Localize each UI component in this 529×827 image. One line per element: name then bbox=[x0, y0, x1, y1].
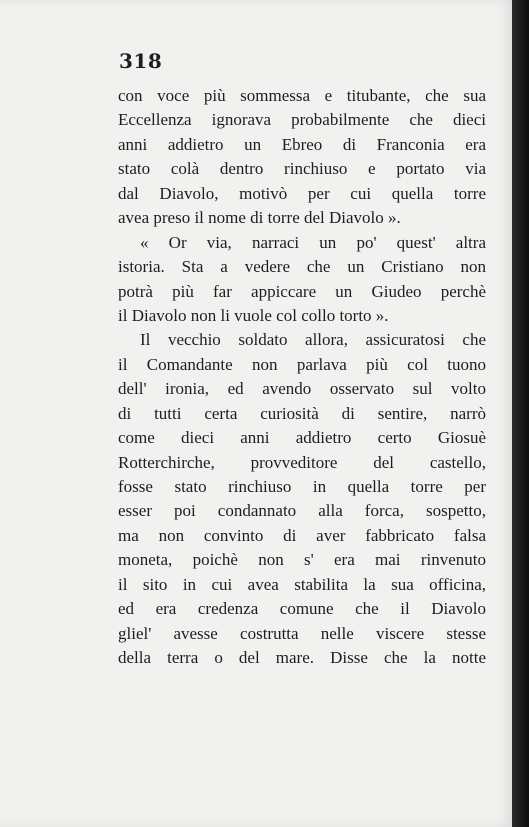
text-line: il Diavolo non li vuole col collo torto ». bbox=[118, 305, 389, 325]
text-line: avea preso il nome di torre del Diavolo ». bbox=[118, 208, 401, 228]
text-line: dal Diavolo, motivò per cui quella torre bbox=[118, 183, 486, 203]
body-text bbox=[118, 84, 486, 671]
text-line: ed era credenza comune che il Diavolo bbox=[118, 599, 486, 619]
text-line: moneta, poichè non s' era mai rinvenuto bbox=[118, 550, 486, 570]
text-line: esser poi condannato alla forca, sospetto, bbox=[118, 501, 486, 521]
text-line: ma non convinto di aver fabbricato falsa bbox=[118, 525, 486, 545]
book-gutter-edge bbox=[512, 0, 529, 827]
text-line: anni addietro un Ebreo di Franconia era bbox=[118, 134, 486, 154]
text-line: con voce più sommessa e titubante, che sua bbox=[118, 86, 486, 105]
text-line: « Or via, narraci un po' quest' altra bbox=[140, 232, 486, 252]
text-line: Eccellenza ignorava probabilmente che dieci bbox=[118, 110, 486, 130]
text-line: stato colà dentro rinchiuso e portato via bbox=[118, 159, 486, 179]
text-line: Il vecchio soldato allora, assicuratosi che bbox=[140, 330, 486, 350]
text-line: della terra o del mare. Disse che la notte bbox=[118, 648, 486, 668]
text-line: di tutti certa curiosità di sentire, narrò bbox=[118, 403, 486, 423]
page-number: 318 bbox=[119, 49, 163, 73]
text-line: come dieci anni addietro certo Giosuè bbox=[118, 428, 486, 448]
text-line: dell' ironia, ed avendo osservato sul volto bbox=[118, 379, 486, 399]
text-line: il Comandante non parlava più col tuono bbox=[118, 354, 486, 374]
text-line: fosse stato rinchiuso in quella torre per bbox=[118, 477, 486, 496]
text-line: Rotterchirche, provveditore del castello, bbox=[118, 452, 486, 472]
text-line: istoria. Sta a vedere che un Cristiano non bbox=[118, 257, 486, 277]
text-line: gliel' avesse costrutta nelle viscere stesse bbox=[118, 623, 486, 643]
text-line: potrà più far appiccare un Giudeo perchè bbox=[118, 281, 486, 301]
text-line: il sito in cui avea stabilita la sua officina, bbox=[118, 574, 486, 594]
